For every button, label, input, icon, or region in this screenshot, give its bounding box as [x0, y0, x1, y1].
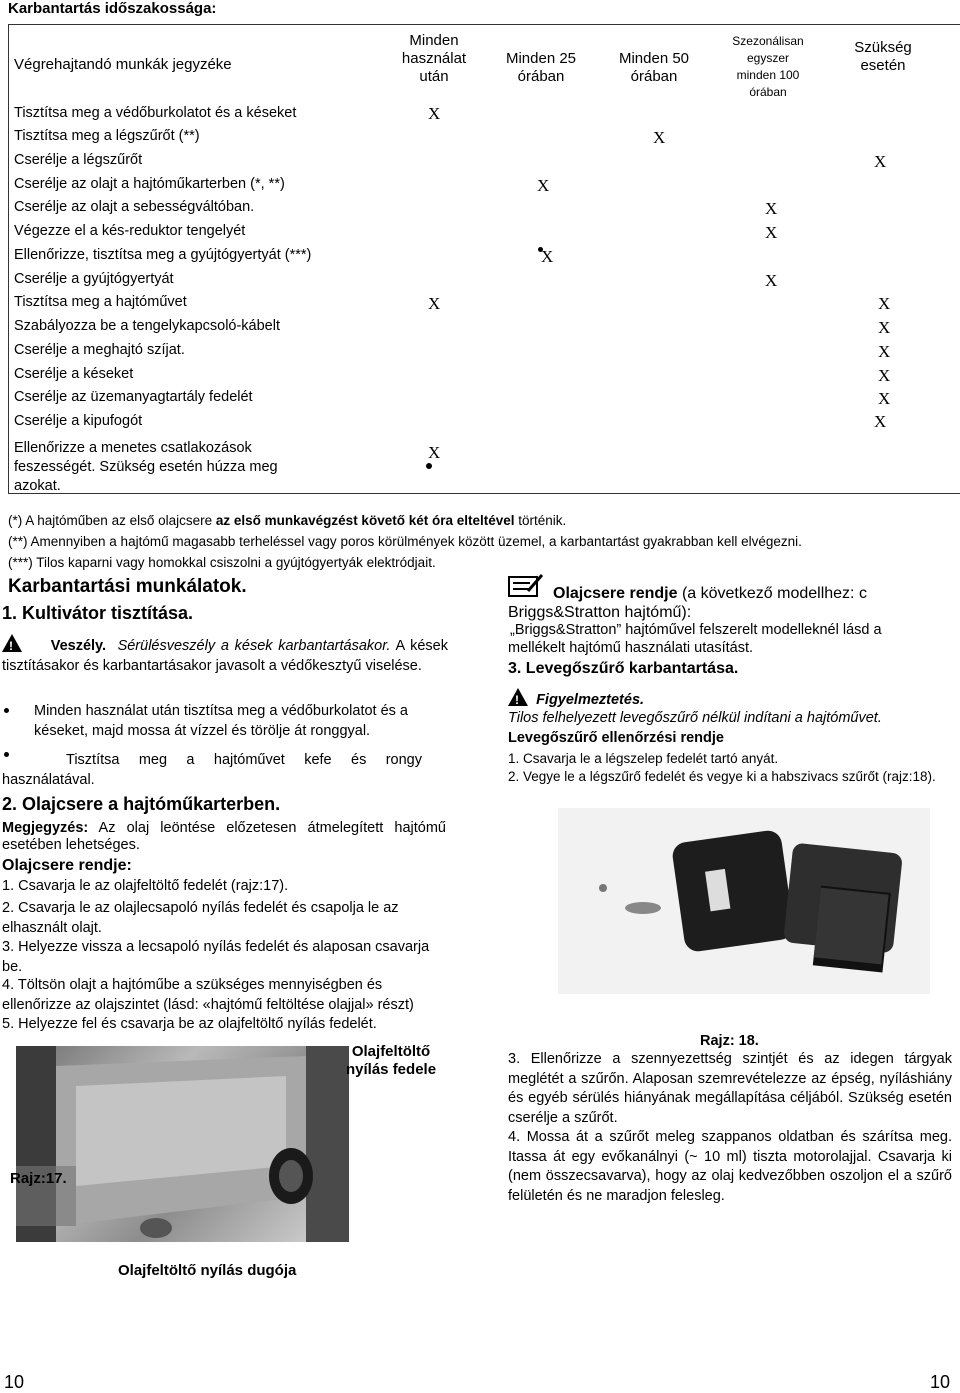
mark-x: X — [765, 271, 778, 290]
task-row: Cserélje az üzemanyagtartály fedelét — [14, 389, 253, 405]
task-row: Tisztítsa meg a hajtóművet — [14, 294, 187, 310]
mark-x: X — [541, 247, 554, 266]
task-row: Cserélje a késeket — [14, 366, 134, 382]
filter-step-3: 3. Ellenőrizze a szennyezettség szintjét és az idegen tárgyak meglétét a szűrőn. Alaposan szemrevételezze az épség, nyíláshiány és egyéb sérülés hiányának megállapítása céljából. Szükség esetén cserélje a szűrőt. — [508, 1051, 952, 1126]
section-heading-maintenance: Karbantartási munkálatok. — [8, 576, 247, 597]
warning-text: Tilos felhelyezett levegőszűrő nélkül indítani a hajtóművet. — [508, 710, 882, 726]
filter-step-4: 4. Mossa át a szűrőt meleg szappanos oldatban és szárítsa meg. Itassa át egy evőkanálnyi (~ 10 ml) tiszta motorolajjal. Csavarja ki (nem összecsavarva), hogy az olaj kedvezőbben oszoljon el a szűrő felületén és ne maradjon felesleg. — [508, 1129, 952, 1204]
bullet-clean-gear: Tisztítsa meg a hajtóművet kefe és rongy használatával. — [2, 752, 422, 788]
bullet-clean-guard: Minden használat után tisztítsa meg a védőburkolatot és a késeket, majd mossa át vízzel és törölje át ronggyal. — [34, 703, 408, 739]
oil-change-b-s-text: „Briggs&Stratton” hajtóművel felszerelt modelleknél lásd a mellékelt hajtómű használati utasítást. — [508, 622, 882, 656]
header-task: Végrehajtandó munkák jegyzéke — [14, 56, 232, 73]
step-4: 4. Töltsön olajt a hajtóműbe a szükséges mennyiségben és ellenőrizze az olajszintet (lásd: «hajtómű feltöltése olajjal» részt) — [2, 977, 414, 1013]
task-row: Cserélje az olajt a sebességváltóban. — [14, 199, 255, 215]
step-5: 5. Helyezze fel és csavarja be az olajfeltöltő nyílás fedelét. — [2, 1016, 377, 1032]
header-seasonal: Szezonálisan egyszer minden 100 órában — [732, 34, 804, 99]
task-row: Ellenőrizze, tisztítsa meg a gyújtógyertyát (***) — [14, 247, 312, 263]
task-row: Cserélje a meghajtó szíjat. — [14, 342, 185, 358]
task-row: Tisztítsa meg a légszűrőt (**) — [14, 128, 200, 144]
caption-oil-fill-cap: Olajfeltöltő nyílás fedele — [346, 1043, 437, 1078]
warning-icon — [508, 688, 528, 706]
mark-x: X — [878, 366, 891, 385]
filter-step-1: 1. Csavarja le a légszelep fedelét tartó anyát. — [508, 751, 779, 766]
air-filter-illustration — [558, 808, 930, 994]
section-heading-3: 3. Levegőszűrő karbantartása. — [508, 660, 739, 677]
header-50h: Minden 50 órában — [618, 50, 690, 85]
warning-line: ! Figyelmeztetés. — [508, 688, 644, 711]
task-row: Tisztítsa meg a védőburkolatot és a késeket — [14, 105, 297, 121]
task-row: Cserélje a kipufogót — [14, 413, 143, 429]
footnote-3: (***) Tilos kaparni vagy homokkal csiszolni a gyújtógyertyák elektródjait. — [8, 555, 436, 570]
header-25h: Minden 25 órában — [505, 50, 577, 85]
engine-illustration — [16, 1046, 349, 1242]
mark-x: X — [878, 294, 891, 313]
footnote-2: (**) Amennyiben a hajtómű magasabb terheléssel vagy poros körülmények között üzemel, a karbantartást gyakrabban kell elvégezni. — [8, 534, 802, 549]
oil-change-heading: Olajcsere rendje: — [2, 857, 132, 874]
bullet-dot — [426, 463, 432, 469]
oil-change-b-s-title: Olajcsere rendje (a következő modellhez: c — [553, 585, 867, 602]
engine-photo — [16, 1046, 349, 1242]
task-row: Cserélje a gyújtógyertyát — [14, 271, 174, 287]
header-after-use: Minden használat után — [401, 32, 467, 85]
mark-x: X — [874, 412, 887, 431]
task-row: Végezze el a kés-reduktor tengelyét — [14, 223, 246, 239]
section-heading-1: 1. Kultivátor tisztítása. — [2, 603, 194, 623]
mark-x: X — [537, 176, 550, 195]
note-icon — [508, 573, 544, 602]
page-number-right: 10 — [930, 1372, 951, 1392]
mark-x: X — [653, 128, 666, 147]
caption-oil-fill-plug: Olajfeltöltő nyílás dugója — [118, 1262, 297, 1279]
mark-x: X — [428, 104, 441, 123]
mark-x: X — [765, 223, 778, 242]
step-3: 3. Helyezze vissza a lecsapoló nyílás fedelét és alaposan csavarja be. — [2, 939, 430, 975]
mark-x: X — [878, 342, 891, 361]
note-paragraph: Megjegyzés: Az olaj leöntése előzetesen átmelegített hajtómű esetében lehetséges. — [2, 820, 446, 853]
figure-17-label: Rajz:17. — [10, 1170, 67, 1187]
figure-18-label: Rajz: 18. — [700, 1033, 759, 1049]
step-2: 2. Csavarja le az olajlecsapoló nyílás fedelét és csapolja le az elhasznált olajt. — [2, 900, 399, 936]
section-heading-2: 2. Olajcsere a hajtóműkarterben. — [2, 794, 281, 814]
mark-x: X — [874, 152, 887, 171]
mark-x: X — [765, 199, 778, 218]
task-row: Cserélje a légszűrőt — [14, 152, 143, 168]
mark-x: X — [428, 294, 441, 313]
warning-icon — [2, 634, 22, 652]
footnote-1: (*) A hajtóműben az első olajcsere az első munkavégzést követő két óra elteltével történik. — [8, 513, 567, 528]
danger-paragraph: ! Veszély. Sérülésveszély a kések karbantartásakor. A kések tisztításakor és karbantartásakor javasolt a védőkesztyű viselése. — [2, 634, 448, 676]
filter-step-2: 2. Vegye le a légszűrő fedelét és vegye ki a habszivacs szűrőt (rajz:18). — [508, 769, 936, 784]
bullet-dot — [4, 708, 9, 713]
task-row: Ellenőrizze a menetes csatlakozások feszességét. Szükség esetén húzza meg azokat. — [14, 440, 278, 494]
task-row: Cserélje az olajt a hajtóműkarterben (*, **) — [14, 176, 285, 192]
mark-x: X — [878, 389, 891, 408]
page-title: Karbantartás időszakossága: — [8, 0, 217, 17]
header-when-needed: Szükség esetén — [854, 39, 912, 74]
filter-check-heading: Levegőszűrő ellenőrzési rendje — [508, 730, 724, 746]
mark-x: X — [428, 443, 441, 462]
page-number-left: 10 — [4, 1372, 25, 1392]
oil-change-b-s-line2: Briggs&Stratton hajtómű): — [508, 604, 692, 621]
step-1: 1. Csavarja le az olajfeltöltő fedelét (rajz:17). — [2, 878, 289, 894]
task-row: Szabályozza be a tengelykapcsoló-kábelt — [14, 318, 280, 334]
mark-x: X — [878, 318, 891, 337]
schedule-grid — [8, 24, 960, 494]
air-filter-photo — [558, 808, 930, 994]
